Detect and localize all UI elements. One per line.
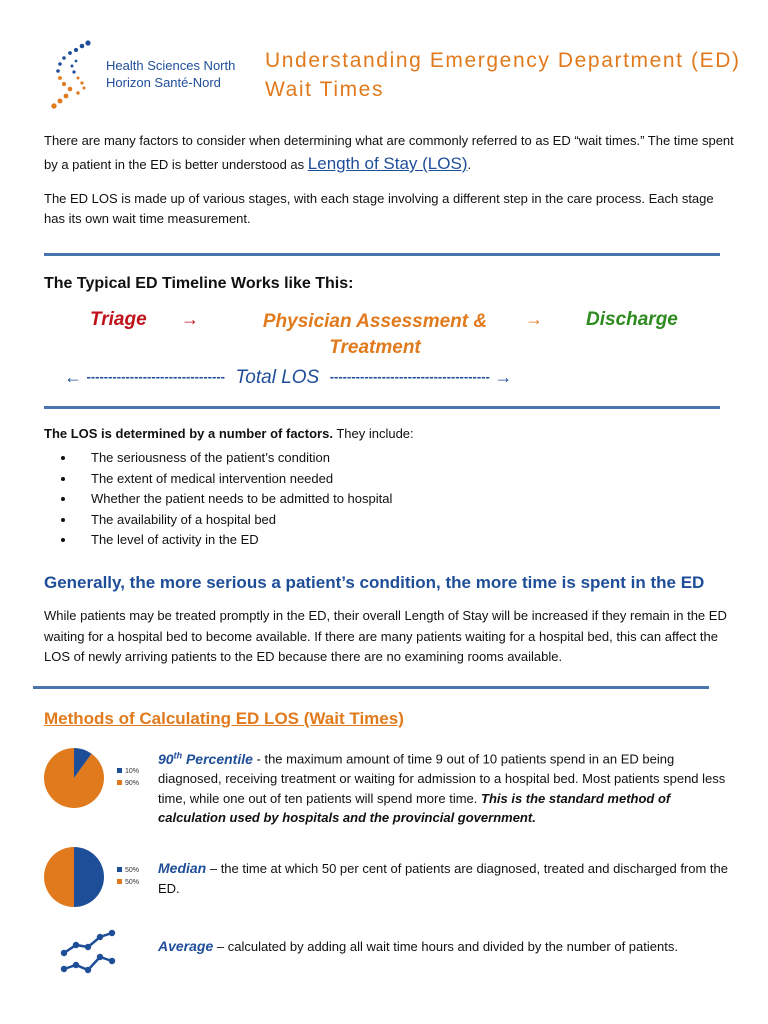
pie-slice-1 <box>74 847 104 907</box>
median-description: – the time at which 50 per cent of patients are diagnosed, treated and discharged from the ED. <box>158 861 728 896</box>
percentile-word: Percentile <box>182 750 253 767</box>
average-description: – calculated by adding all wait time hours and divided by the number of patients. <box>213 939 678 954</box>
line-graph-icon <box>58 927 120 977</box>
legend-swatch <box>117 768 122 773</box>
legend-swatch <box>117 780 122 785</box>
arrow-right-icon: → <box>494 367 513 387</box>
percentile-emphasis: This is the standard method of calculation used by hospitals and the provincial government. <box>158 790 671 826</box>
org-name-fr: Horizon Santé-Nord <box>106 75 221 90</box>
logo-dots <box>51 40 90 108</box>
dashes-right: ------------------------------------- <box>329 369 490 384</box>
stage-physician-assessment <box>245 309 505 361</box>
percentile-description: - the maximum amount of time 9 out of 10 patients spend in an ED being diagnosed, receiving treatment or waiting for admission to a hospital bed. Most patients spend less time, while one out of ten patients will spend more time. <box>158 751 726 806</box>
pie-slice-2 <box>44 748 104 808</box>
list-item: • The extent of medical intervention needed <box>76 469 716 490</box>
dashes-left: -------------------------------- <box>86 369 225 384</box>
legend-swatch <box>117 867 122 872</box>
divider <box>44 406 720 409</box>
los-link[interactable]: Length of Stay (LOS) <box>307 154 468 173</box>
median-term: Median <box>158 860 207 876</box>
factors-list <box>60 448 716 551</box>
stage-assessment-line-2: Treatment <box>329 337 421 358</box>
org-name <box>106 57 235 91</box>
title-line-2: Wait Times <box>265 78 385 101</box>
divider <box>44 253 720 256</box>
methods-heading: Methods of Calculating ED LOS (Wait Times) <box>44 709 404 728</box>
legend-label: 10% <box>125 768 140 775</box>
percentile-suffix: th <box>173 750 183 760</box>
pie-slice-2 <box>44 847 74 907</box>
list-item: • The level of activity in the ED <box>76 530 716 551</box>
intro-text: There are many factors to consider when determining what are commonly referred to as ED “wait times.” The time spent by a patient in the ED is better understood as <box>44 133 734 172</box>
org-name-en: Health Sciences North <box>106 58 236 73</box>
intro-period: . <box>467 157 472 172</box>
divider <box>33 686 709 689</box>
legend-label: 50% <box>125 879 140 886</box>
factors-lead-rest: They include: <box>332 426 414 441</box>
legend-entry <box>117 865 139 877</box>
pie-legend-median <box>117 865 139 889</box>
list-item: • The seriousness of the patient’s condition <box>76 448 716 469</box>
title-line-1: Understanding Emergency Department (ED) <box>265 49 741 72</box>
list-item: • The availability of a hospital bed <box>76 510 716 531</box>
method-average <box>158 937 738 957</box>
pie-legend-90th <box>117 766 139 790</box>
arrow-right-icon: → <box>181 309 199 329</box>
intro-paragraph-2: The ED LOS is made up of various stages, with each stage involving a different step in the care process. Each stage has its own wait time measurement. <box>44 191 714 226</box>
percentile-number: 90 <box>158 750 174 767</box>
legend-entry <box>117 778 139 790</box>
logo-icon <box>48 38 98 113</box>
legend-label: 90% <box>125 780 140 787</box>
pie-chart-median <box>43 846 105 908</box>
stage-assessment-line-1: Physician Assessment & <box>262 311 488 332</box>
list-item: • Whether the patient needs to be admitted to hospital <box>76 489 716 510</box>
total-los-bar <box>64 367 512 389</box>
average-term: Average <box>158 938 214 954</box>
factors-lead <box>44 426 414 441</box>
method-percentile <box>158 746 738 828</box>
arrow-right-icon: → <box>525 309 543 329</box>
severity-heading: Generally, the more serious a patient’s condition, the more time is spent in the ED <box>44 573 705 592</box>
legend-entry <box>117 766 139 778</box>
stage-triage: Triage <box>90 309 147 330</box>
method-median <box>158 859 738 898</box>
pie-chart-90th-percentile <box>43 747 105 809</box>
page-title <box>265 46 741 104</box>
severity-paragraph: While patients may be treated promptly in the ED, their overall Length of Stay will be increased if they remain in the ED waiting for a hospital bed to become available. If there are many patients waiting for a hospital bed, this can affect the LOS of newly arriving patients to the ED because there are no examining rooms available. <box>44 608 727 664</box>
factors-lead-bold: The LOS is determined by a number of factors. <box>44 426 333 441</box>
total-los-label: Total LOS <box>235 367 320 388</box>
timeline-heading: The Typical ED Timeline Works like This: <box>44 275 354 292</box>
arrow-left-icon: ← <box>64 367 82 387</box>
percentile-term <box>158 751 253 767</box>
legend-swatch <box>117 879 122 884</box>
intro-paragraph-1 <box>44 129 734 176</box>
legend-entry <box>117 877 139 889</box>
legend-label: 50% <box>125 867 140 874</box>
stage-discharge: Discharge <box>586 309 678 330</box>
